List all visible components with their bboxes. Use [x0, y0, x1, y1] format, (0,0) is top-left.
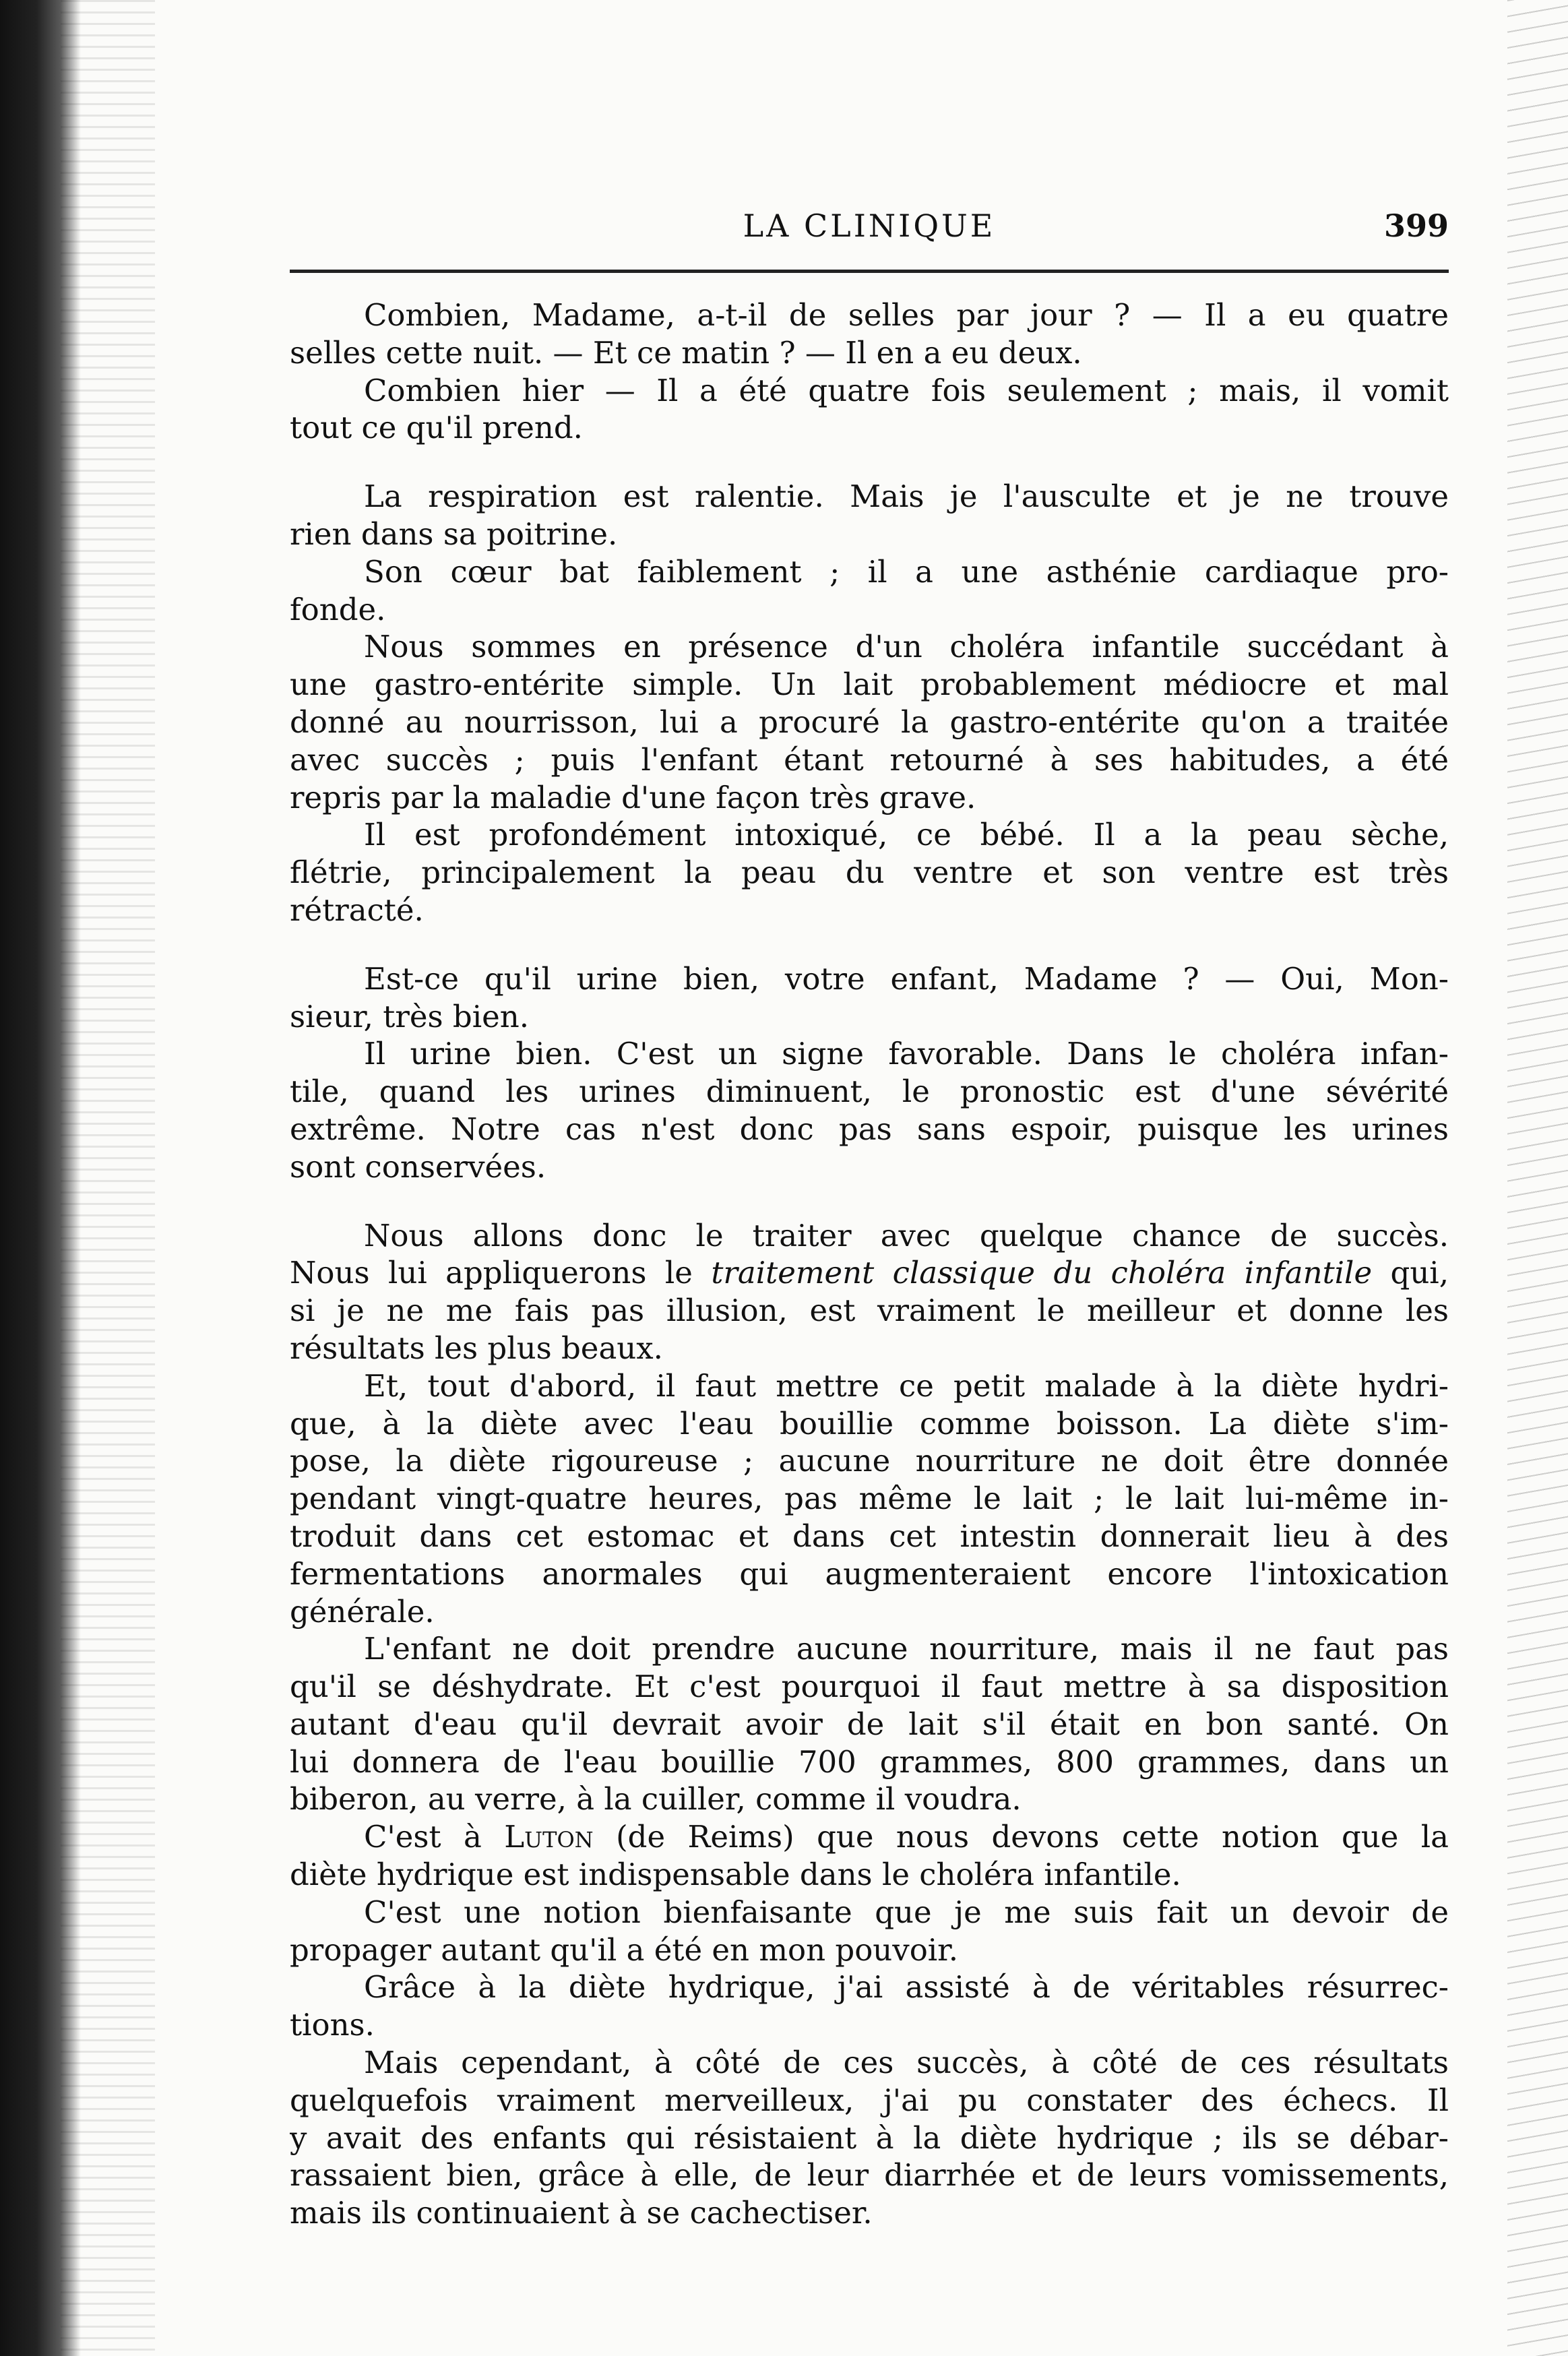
- text-line: avec succès ; puis l'enfant étant retourné à ses habitudes, a été: [290, 741, 1449, 778]
- text-line: fonde.: [290, 591, 386, 627]
- text-line: Nous sommes en présence d'un choléra infantile succédant à: [364, 629, 1449, 665]
- running-head: [290, 202, 1449, 256]
- binding-shadow: [61, 0, 155, 2356]
- text-line: Combien, Madame, a-t-il de selles par jour ? — Il a eu quatre: [364, 297, 1449, 333]
- text-line: Combien hier — Il a été quatre fois seulement ; mais, il vomit: [364, 372, 1449, 408]
- text-line: tout ce qu'il prend.: [290, 410, 583, 446]
- paragraph-gap: [290, 447, 1449, 478]
- text-line: C'est une notion bienfaisante que je me suis fait un devoir de: [364, 1894, 1449, 1930]
- text-line: pendant vingt-quatre heures, pas même le lait ; le lait lui-même in-: [290, 1481, 1449, 1517]
- text-line: pose, la diète rigoureuse ; aucune nourriture ne doit être donnée: [290, 1443, 1449, 1479]
- paragraph-gap: [290, 1186, 1449, 1217]
- text-line: lui donnera de l'eau bouillie 700 grammes, 800 grammes, dans un: [290, 1743, 1449, 1780]
- text-line: tile, quand les urines diminuent, le pronostic est d'une sévérité: [290, 1074, 1449, 1110]
- text-line: fermentations anormales qui augmenteraient encore l'intoxication: [290, 1555, 1449, 1592]
- text-line: Nous allons donc le traiter avec quelque chance de succès.: [364, 1217, 1449, 1253]
- text-line: sont conservées.: [290, 1148, 546, 1185]
- text-line: [290, 1254, 1449, 1292]
- text-line: Il est profondément intoxiqué, ce bébé. Il a la peau sèche,: [364, 817, 1449, 853]
- text-line: L'enfant ne doit prendre aucune nourriture, mais il ne faut pas: [364, 1631, 1449, 1667]
- text-segment: Nous lui appliquerons le: [290, 1255, 712, 1291]
- text-line: Grâce à la diète hydrique, j'ai assisté à de véritables résurrec-: [364, 1969, 1449, 2006]
- page-right-edge: [1507, 0, 1568, 2356]
- text-line: générale.: [290, 1593, 435, 1630]
- text-line: une gastro-entérite simple. Un lait probablement médiocre et mal: [290, 666, 1449, 703]
- text-line: Et, tout d'abord, il faut mettre ce petit malade à la diète hydri-: [364, 1367, 1449, 1404]
- page-number: 399: [1383, 208, 1449, 244]
- text-line: selles cette nuit. — Et ce matin ? — Il en a eu deux.: [290, 334, 1082, 371]
- text-line: que, à la diète avec l'eau bouillie comme boisson. La diète s'im-: [290, 1405, 1449, 1442]
- text-line: flétrie, principalement la peau du ventre et son ventre est très: [290, 855, 1449, 891]
- text-line: Est-ce qu'il urine bien, votre enfant, Madame ? — Oui, Mon-: [364, 960, 1449, 997]
- text-line: qu'il se déshydrate. Et c'est pourquoi il faut mettre à sa disposition: [290, 1669, 1449, 1705]
- text-line: rétracté.: [290, 892, 424, 928]
- text-line: donné au nourrisson, lui a procuré la gastro-entérite qu'on a traitée: [290, 704, 1449, 740]
- text-segment: (de Reims) que nous devons cette notion que la: [593, 1819, 1449, 1855]
- text-line: Mais cependant, à côté de ces succès, à côté de ces résultats: [364, 2045, 1449, 2081]
- text-line: extrême. Notre cas n'est donc pas sans espoir, puisque les urines: [290, 1111, 1449, 1147]
- text-line: Il urine bien. C'est un signe favorable. Dans le choléra infan-: [364, 1036, 1449, 1072]
- text-line: si je ne me fais pas illusion, est vraiment le meilleur et donne les: [290, 1293, 1449, 1329]
- text-line: sieur, très bien.: [290, 998, 530, 1034]
- italic-phrase: traitement classique du choléra infantile: [711, 1255, 1373, 1291]
- running-head-title: LA CLINIQUE: [743, 208, 996, 244]
- text-line: résultats les plus beaux.: [290, 1330, 663, 1366]
- author-name: Luton: [504, 1819, 594, 1855]
- paragraph-gap: [290, 929, 1449, 960]
- body-text: [290, 297, 1449, 2232]
- text-line: y avait des enfants qui résistaient à la diète hydrique ; ils se débar-: [290, 2119, 1449, 2156]
- text-line: [290, 1818, 1449, 1856]
- text-line: troduit dans cet estomac et dans cet intestin donnerait lieu à des: [290, 1518, 1449, 1554]
- text-segment: qui,: [1372, 1255, 1449, 1291]
- text-line: tions.: [290, 2007, 375, 2043]
- text-line: rien dans sa poitrine.: [290, 516, 618, 552]
- header-rule: [290, 270, 1449, 273]
- text-line: quelquefois vraiment merveilleux, j'ai pu constater des échecs. Il: [290, 2082, 1449, 2118]
- text-line: rassaient bien, grâce à elle, de leur diarrhée et de leurs vomissements,: [290, 2157, 1449, 2194]
- text-line: repris par la maladie d'une façon très grave.: [290, 779, 976, 815]
- text-line: diète hydrique est indispensable dans le choléra infantile.: [290, 1857, 1181, 1893]
- text-line: propager autant qu'il a été en mon pouvoir.: [290, 1931, 959, 1968]
- text-line: mais ils continuaient à se cachectiser.: [290, 2195, 873, 2231]
- text-line: autant d'eau qu'il devrait avoir de lait s'il était en bon santé. On: [290, 1706, 1449, 1742]
- text-line: La respiration est ralentie. Mais je l'ausculte et je ne trouve: [364, 478, 1449, 515]
- text-line: Son cœur bat faiblement ; il a une asthénie cardiaque pro-: [364, 553, 1449, 590]
- text-segment: C'est à: [364, 1819, 505, 1855]
- text-line: biberon, au verre, à la cuiller, comme il voudra.: [290, 1781, 1022, 1818]
